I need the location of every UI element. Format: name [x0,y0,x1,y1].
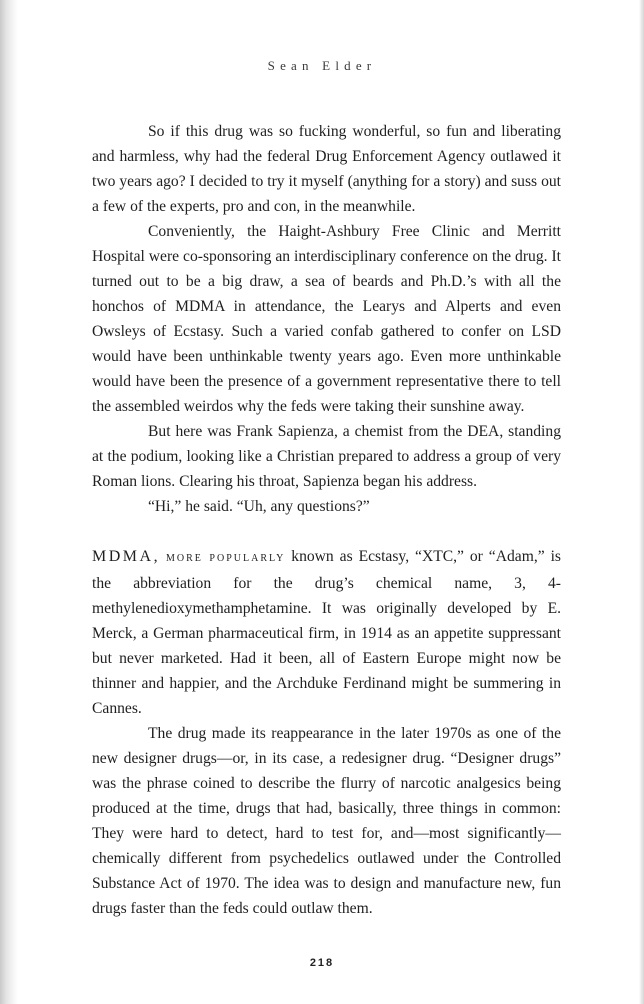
lead-word: MDMA, [92,548,161,565]
lead-small-caps: MORE POPULARLY [166,553,286,564]
paragraph: “Hi,” he said. “Uh, any questions?” [148,498,370,515]
paragraph-text: known as Ecstasy, “XTC,” or “Adam,” is the abbreviation for the drug’s chemical name, 3, 4-methylenedioxymethamphetamine. It was originally developed by E. Merck, a German pharmaceutical firm, in 1914 as an appetite suppressant but never marketed. Had it been, all of Eastern Europe might now be thinner and happier, and the Archduke Ferdinand might be summering in Cannes. [92,548,561,717]
body-text [92,119,561,921]
section-opening-paragraph [92,544,561,721]
page-right-edge [639,0,644,1004]
section-break [92,519,561,544]
running-head: Sean Elder [267,58,377,73]
page-number: 218 [309,957,335,969]
paragraph: But here was Frank Sapienza, a chemist from the DEA, standing at the podium, looking like a Christian prepared to address a group of very Roman lions. Clearing his throat, Sapienza began his address. [92,423,561,490]
paragraph: Conveniently, the Haight-Ashbury Free Clinic and Merritt Hospital were co-sponsoring an interdisciplinary conference on the drug. It turned out to be a big draw, a sea of beards and Ph.D.’s with all the honchos of MDMA in attendance, the Learys and Alperts and even Owsleys of Ecstasy. Such a varied confab gathered to confer on LSD would have been unthinkable twenty years ago. Even more unthinkable would have been the presence of a government representative there to tell the assembled weirdos why the feds were taking their sunshine away. [92,223,561,415]
page-binding-shadow [0,0,18,1004]
paragraph: The drug made its reappearance in the later 1970s as one of the new designer drugs—or, in its case, a redesigner drug. “Designer drugs” was the phrase coined to describe the flurry of narcotic analgesics being produced at the time, drugs that had, basically, three things in common: They were hard to detect, hard to test for, and—most significantly—chemically different from psychedelics outlawed under the Controlled Substance Act of 1970. The idea was to design and manufacture new, fun drugs faster than the feds could outlaw them. [92,725,561,917]
paragraph: So if this drug was so fucking wonderful, so fun and liberating and harmless, why had the federal Drug Enforcement Agency outlawed it two years ago? I decided to try it myself (anything for a story) and suss out a few of the experts, pro and con, in the meanwhile. [92,123,561,215]
